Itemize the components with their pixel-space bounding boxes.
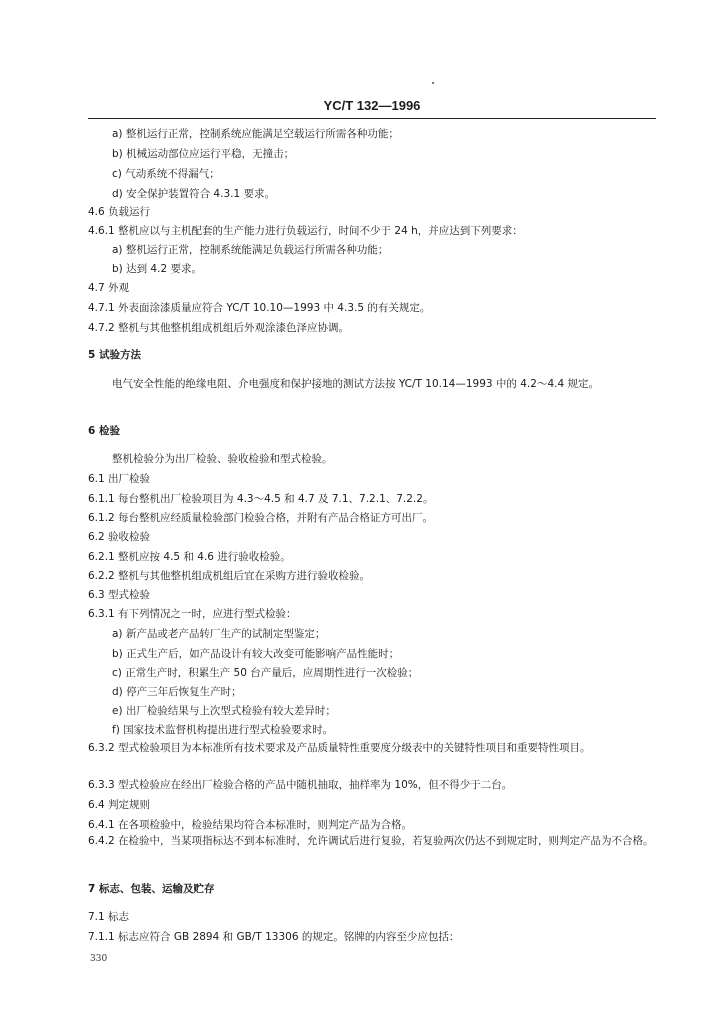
- clause: 6.2.1 整机应按 4.5 和 4.6 进行验收检验。: [88, 551, 291, 563]
- scan-speck: [432, 82, 434, 84]
- clause: 6.3.2 型式检验项目为本标准所有技术要求及产品质量特性重要度分级表中的关键特性项目和重要特性项目。: [88, 742, 591, 754]
- list-item: f) 国家技术监督机构提出进行型式检验要求时。: [112, 724, 334, 736]
- clause: 6.4.1 在各项检验中，检验结果均符合本标准时，则判定产品为合格。: [88, 819, 413, 831]
- clause: 6.1.2 每台整机应经质量检验部门检验合格，并附有产品合格证方可出厂。: [88, 512, 434, 524]
- clause: 6.3.3 型式检验应在经出厂检验合格的产品中随机抽取，抽样率为 10%，但不得少于二台。: [88, 779, 513, 791]
- paragraph: 电气安全性能的绝缘电阻、介电强度和保护接地的测试方法按 YC/T 10.14—1993 中的 4.2～4.4 规定。: [112, 378, 599, 390]
- section-heading: 4.6 负载运行: [88, 206, 151, 218]
- clause: 4.7.1 外表面涂漆质量应符合 YC/T 10.10—1993 中 4.3.5 的有关规定。: [88, 302, 431, 314]
- list-item: b) 机械运动部位应运行平稳，无撞击；: [112, 148, 295, 160]
- list-item: a) 整机运行正常，控制系统应能满足空载运行所需各种功能；: [112, 128, 399, 140]
- clause: 4.7.2 整机与其他整机组成机组后外观涂漆色泽应协调。: [88, 322, 350, 334]
- clause: 7.1.1 标志应符合 GB 2894 和 GB/T 13306 的规定。铭牌的内容至少应包括：: [88, 931, 460, 943]
- list-item: d) 安全保护装置符合 4.3.1 要求。: [112, 188, 275, 200]
- clause: 4.6.1 整机应以与主机配套的生产能力进行负载运行，时间不少于 24 h，并应达到下列要求：: [88, 225, 523, 237]
- clause: 6.1.1 每台整机出厂检验项目为 4.3～4.5 和 4.7 及 7.1、7.2.1、7.2.2。: [88, 493, 434, 505]
- list-item: b) 正式生产后，如产品设计有较大改变可能影响产品性能时；: [112, 648, 400, 660]
- list-item: c) 气动系统不得漏气；: [112, 168, 220, 180]
- chapter-heading: 7 标志、包装、运输及贮存: [88, 883, 215, 895]
- page-header: [88, 96, 656, 119]
- section-heading: 4.7 外观: [88, 282, 130, 294]
- list-item: b) 达到 4.2 要求。: [112, 263, 202, 275]
- list-item: d) 停产三年后恢复生产时；: [112, 686, 242, 698]
- chapter-heading: 6 检验: [88, 425, 120, 437]
- section-heading: 6.4 判定规则: [88, 799, 151, 811]
- clause: 6.3.1 有下列情况之一时，应进行型式检验：: [88, 608, 297, 620]
- list-item: a) 整机运行正常，控制系统能满足负载运行所需各种功能；: [112, 244, 389, 256]
- list-item: c) 正常生产时，积累生产 50 台产量后，应周期性进行一次检验；: [112, 667, 419, 679]
- clause: 6.2.2 整机与其他整机组成机组后宜在采购方进行验收检验。: [88, 570, 371, 582]
- standard-code: YC/T 132—1996: [323, 98, 421, 113]
- list-item: a) 新产品或老产品转厂生产的试制定型鉴定；: [112, 628, 326, 640]
- chapter-heading: 5 试验方法: [88, 349, 141, 361]
- list-item: e) 出厂检验结果与上次型式检验有较大差异时；: [112, 705, 336, 717]
- page-number: 330: [90, 954, 108, 964]
- paragraph: 整机检验分为出厂检验、验收检验和型式检验。: [112, 453, 333, 465]
- section-heading: 6.3 型式检验: [88, 589, 151, 601]
- section-heading: 6.2 验收检验: [88, 531, 151, 543]
- clause: 6.4.2 在检验中，当某项指标达不到本标准时，允许调试后进行复验，若复验两次仍达不到规定时，则判定产品为不合格。: [88, 835, 654, 847]
- section-heading: 7.1 标志: [88, 911, 130, 923]
- section-heading: 6.1 出厂检验: [88, 473, 151, 485]
